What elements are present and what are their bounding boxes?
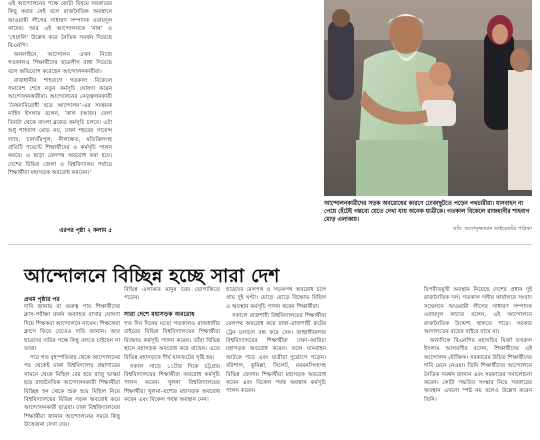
photo-caption: আন্দোলনকারীদের সড়ক অবরোধের কারণে ঢোকাছুটতে পড়েন পথচারীরা। যানবাহন না পেয়ে হেঁটেই গন্তব্যে যেতে দেখা যায় অনেক যাত্রীকে। গতকাল বিকেলে রাজধানীর শাহবাগ মোড় এলাকায়। xyxy=(324,201,530,224)
top-article-paragraph: রাজধানীর শাহবাগে গতকাল বিকেলে সমাবেশ শেষে নতুন কর্মসূচি ঘোষণা করেন আন্দোলনকারীরা। আন্দোলনের নেতৃত্বদানকারী ‘বৈষম্যবিরোধী ছাত্র আন্দোলন’-এর সমন্বয়ক নাহিদ ইসলাম বলেন, ‘কাল (আজ) বেলা তিনটা থেকে বাংলা ব্লকেড কর্মসূচি চলবে। এটা শুধু শাহবাগ মোড় নয়, ঢাকা শহরের সায়েন্স ল্যাব, চানখাঁরপুল, নীলক্ষেত, মতিঝিলসহ প্রতিটি পয়েন্টে শিক্ষার্থীদের ও কর্মসূচি পালন করবে। এ ছাড়া রেলপথ অবরোধ করা হবে। দেশের বিভিন্ন জেলা ও বিশ্ববিদ্যালয় পর্যায়ে শিক্ষার্থীরা মহাসড়ক অবরোধ করবেন।’ xyxy=(8,77,112,177)
section-divider xyxy=(8,244,532,245)
article-paragraph: দাবি জানায় বা গুরুত্ব পায় শিক্ষার্থীদের ক্লাস-পরীক্ষা বর্জন অব্যাহত রাখার ঘোষণা দিয়ে শিক্ষকরা আন্দোলনে নামেন। শিক্ষকেরা ক্লাসে ফিরে যেতেও দাবি জানান। আর ছাত্রদের দাবির পক্ষে কিছু বলতে চাইছেন না তারা। xyxy=(24,304,120,353)
article-paragraph: বিপরীতমুখী অবস্থান নিয়েছে দেশের প্রধান দুই রাজনৈতিক দল। গতকাল দলীয় কার্যালয়ে সংবাদ সম্মেলনে আওয়ামী লীগের সাধারণ সম্পাদক ওবায়দুল কাদের বলেন, এই আন্দোলনে রাজনৈতিক উদ্দেশ্য থাকতে পারে। সরকার আদালতের রায়ের বাইরে যাবে না। xyxy=(424,287,532,336)
article-paragraph: সকালে রাজশাহী বিশ্ববিদ্যালয়ের শিক্ষার্থীরা রেলপথ অবরোধ করে ঢাকা–রাজশাহী রুটের ট্রেন চলাচল বন্ধ করে দেন। জাহাঙ্গীরনগর বিশ্ববিদ্যালয়ের শিক্ষার্থীরা ঢাকা–আরিচা মহাসড়ক অবরোধ করেন। ফলে যানবাহন আটকে পড়ে এবং যাত্রীরা দুর্ভোগে পড়েন। বরিশাল, কুমিল্লা, সিলেট, ময়মনসিংহসহ বিভিন্ন জেলায় শিক্ষার্থীরা মহাসড়ক অবরোধ করেন এবং বিকেল পর্যন্ত অবস্থান কর্মসূচি পালন করেন। xyxy=(226,312,326,395)
article-paragraph: গত দিন দিনের মতো গতকালও রাজধানীর বাইরের বিভিন্ন বিশ্ববিদ্যালয়ের শিক্ষার্থীরা বিক্ষোভ কর্মসূচি পালন করেন। তাঁরা বিভিন্ন স্থানে মহাসড়ক অবরোধ করে রাখেন। এতে বিভিন্ন মহাসড়কে দীর্ঘ যানজটের সৃষ্টি হয়। xyxy=(124,321,220,361)
article-column-1 xyxy=(24,303,120,440)
continued-on-label: এরপর পৃষ্ঠা ২ কলাম ৫ xyxy=(59,228,112,234)
article-paragraph: অন্যদিকে বিএনপির মহাসচিব মির্জা ফখরুল ইসলাম আলমগীর বলেন, শিক্ষার্থীদের এই আন্দোলন যৌক্তিক। সরকারের উচিত শিক্ষার্থীদের দাবি মেনে নেওয়া। তিনি শিক্ষার্থীদের আন্দোলনে নৈতিক সমর্থন জানান এবং সরকারের সমালোচনা করেন। কোটা পদ্ধতির সংস্কার নিয়ে সরকারের অবস্থান এখনো স্পষ্ট নয় বলেও উল্লেখ করেন তিনি। xyxy=(424,337,532,403)
news-photo xyxy=(324,0,532,196)
article-byline: প্রথম পৃষ্ঠার পর xyxy=(24,296,60,303)
top-article-text xyxy=(8,0,112,222)
article-column-3 xyxy=(226,286,326,440)
article-column-2-top xyxy=(124,286,220,304)
photo-credit: ছবি: আসাদুজ্জামান ডাইরেকটর পত্রিকা xyxy=(453,226,532,232)
article-subheading: সারা দেশে মহাসড়ক অবরোধ xyxy=(124,311,195,318)
article-paragraph: পরে গত বৃহস্পতিবার থেকে আন্দোলনের পর থেকেই ঢাকা বিশ্ববিদ্যালয় গ্রন্থাগারের সামনে থেকে মিছিল বের হয়ে রাজু ভাস্কর্য হয়ে রাজনৈতিক আন্দোলনকারী শিক্ষার্থীরা বিচ্ছিন্ন হন থেকে শুরু হয়ে মিছিল নিয়ে বিশ্ববিদ্যালয়ের বিভিন্ন সড়ক অবরোধ করে আন্দোলনকারী ছাত্ররা। ঢাকা বিশ্ববিদ্যালয়ের শিক্ষার্থীরা জানান আন্দোলনের সময়ে কিছু উত্তেজনা দেখা দেয়। xyxy=(24,354,120,429)
article-headline: আন্দোলনে বিচ্ছিন্ন হচ্ছে সারা দেশ xyxy=(24,266,280,287)
article-column-2 xyxy=(124,320,220,440)
top-article-paragraph: অনলাইনে, আন্দোলন এখন নিজে গতকালও শিক্ষার্থীদের ছাত্রলীগ বাধা দিয়েছে বলে অভিযোগ করেছেন আন্দোলনকারীরা। xyxy=(8,51,112,75)
article-paragraph: ছাত্রদের রেলপথ ও সড়কপথ অবরোধ চলে প্রায় দুই ঘণ্টা। মোড়ে মোড়ে বিক্ষোভ মিছিল ও অবস্থান কর্মসূচি পালন করেন শিক্ষার্থীরা। xyxy=(226,287,326,310)
article-paragraph: বিভিন্ন এলাকার মানুষ চরম ভোগান্তিতে পড়েন। xyxy=(124,287,220,302)
article-column-4 xyxy=(424,286,532,440)
article-paragraph: সকাল সাড়ে ১১টার দিকে চট্টগ্রাম বিশ্ববিদ্যালয়ের শিক্ষার্থীরা অবরোধ কর্মসূচি পালন করেন। খুলনা বিশ্ববিদ্যালয়ের শিক্ষার্থীরা খুলনা–যশোর মহাসড়ক অবরোধ করেন এবং বিকেল পর্যন্ত অবস্থান নেন। xyxy=(124,363,220,404)
top-article-paragraph: এই আন্দোলনের পক্ষে কোটা বিষয়ে সরকারের কিছু করার নেই বলে রাজনৈতিক অবস্থানে আওয়ামী লীগের সাধারণ সম্পাদক ওবায়দুল কাদের। আর এই আন্দোলনকে ‘নাথ’ ও ‘খেয়ালি’ উল্লেখ করে নৈতিক সমর্থন দিয়েছে বিএনপি। xyxy=(8,1,112,50)
